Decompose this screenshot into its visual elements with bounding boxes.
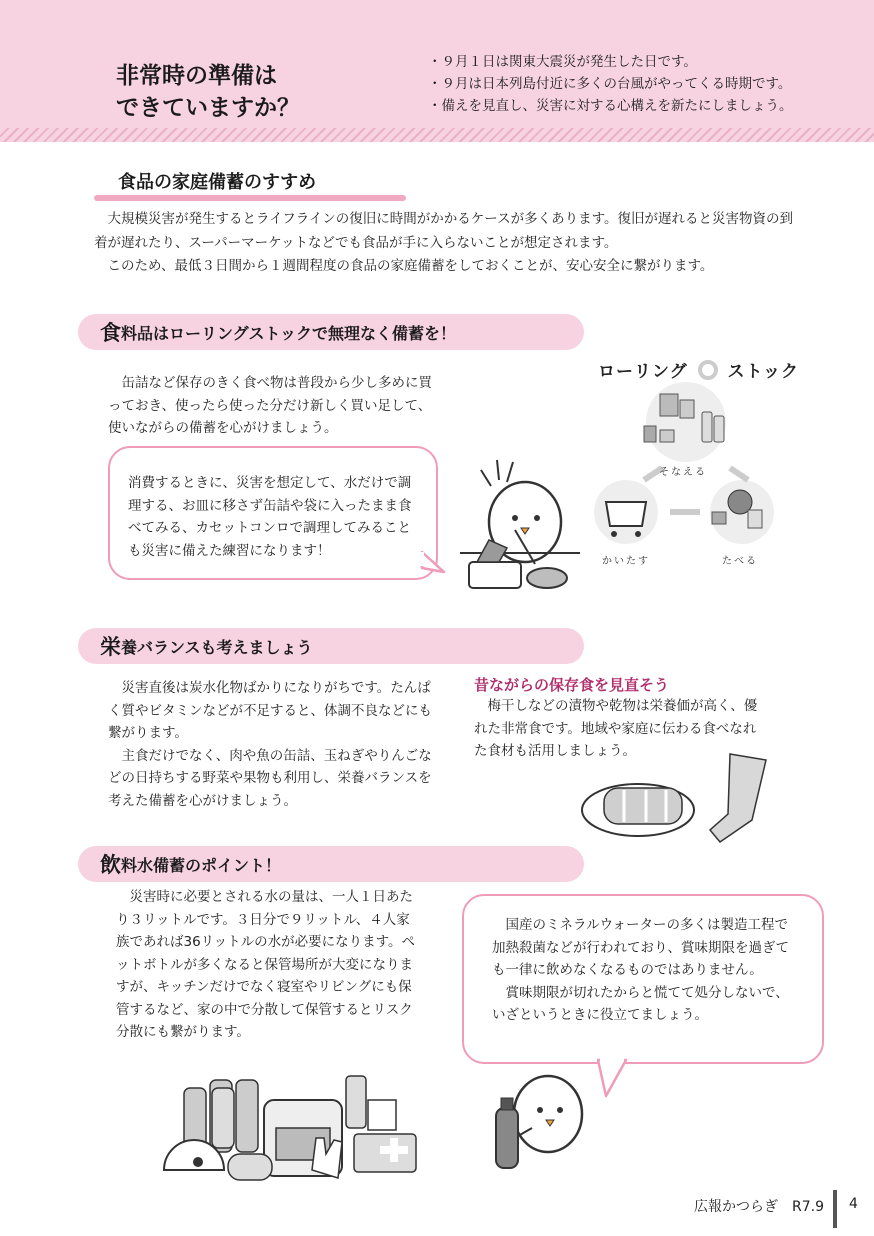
heading-water <box>78 846 584 882</box>
heading-nutrition <box>78 628 584 664</box>
water-bubble-tail <box>596 1056 630 1100</box>
preserved-food-paragraph: 梅干しなどの漬物や乾物は栄養価が高く、優れた非常食です。地域や家庭に伝わる食べなれた食材も活用しましょう。 <box>474 698 758 759</box>
water-bubble-paragraph: 賞味期限が切れたからと慌てて処分しないで、いざというときに役立てましょう。 <box>492 984 789 1023</box>
section-underline <box>94 195 406 201</box>
nutrition-paragraph: 主食だけでなく、肉や魚の缶詰、玉ねぎやりんごなどの日持ちする野菜や果物も利用し、栄養バランスを考えた備蓄を心がけましょう。 <box>108 747 432 809</box>
header-bullet: ・備えを見直し、災害に対する心構えを新たにしましょう。 <box>428 98 793 114</box>
rolling-stock-title-right: ストック <box>727 362 800 382</box>
intro-paragraph: このため、最低３日間から１週間程度の食品の家庭備蓄をしておくことが、安心安全に繋がります。 <box>107 258 714 274</box>
heading-text: 料水備蓄のポイント！ <box>121 855 282 875</box>
label-buy: かいたす <box>602 556 650 567</box>
footer-divider <box>833 1190 837 1228</box>
label-stock: そなえる <box>659 467 707 478</box>
header-stripe <box>0 128 874 142</box>
header-bullet: ・９月１日は関東大震災が発生した日です。 <box>428 54 697 70</box>
heading-initial: 栄 <box>100 635 121 659</box>
publication-name: 広報かつらぎ R7.9 <box>694 1199 824 1215</box>
heading-text: 料品はローリングストックで無理なく備蓄を！ <box>121 323 457 343</box>
chick-bottle-illustration <box>488 1066 598 1176</box>
chick-eating-illustration <box>455 450 585 600</box>
tip-speech-bubble <box>108 446 438 580</box>
water-bubble-paragraph: 国産のミネラルウォーターの多くは製造工程で加熱殺菌などが行われており、賞味期限を過ぎても一律に飲めなくなるものではありません。 <box>492 917 789 978</box>
water-speech-bubble <box>462 894 824 1064</box>
nutrition-body <box>108 677 438 812</box>
header-bullet: ・９月は日本列島付近に多くの台風がやってくる時期です。 <box>428 76 792 92</box>
page-number: 4 <box>849 1196 858 1212</box>
heading-initial: 食 <box>100 321 121 345</box>
preserved-food-illustration <box>580 750 780 850</box>
intro-paragraph: 大規模災害が発生するとライフラインの復旧に時間がかかるケースが多くあります。復旧が遅れると災害物資の到着が遅れたり、スーパーマーケットなどでも食品が手に入らないことが想定されます。 <box>94 211 794 251</box>
label-eat: たべる <box>722 556 758 567</box>
preserved-food-title: 昔ながらの保存食を見直そう <box>474 676 670 694</box>
tip-text: 消費するときに、災害を想定して、水だけで調理する、お皿に移さず缶詰や袋に入ったまま食べてみる、カセットコンロで調理してみることも災害に備えた練習になります！ <box>128 475 412 559</box>
cycle-icon <box>698 360 718 380</box>
rolling-stock-title-left: ローリング <box>598 362 688 382</box>
intro-text <box>94 208 794 279</box>
rolling-body <box>108 372 438 440</box>
rolling-stock-title <box>598 357 799 382</box>
heading-initial: 飲 <box>100 853 121 877</box>
nutrition-paragraph: 災害直後は炭水化物ばかりになりがちです。たんぱく質やビタミンなどが不足すると、体調不良などにも繋がります。 <box>108 680 432 741</box>
water-paragraph: 災害時に必要とされる水の量は、一人１日あたり３リットルです。３日分で９リットル、４人家族であれば36リットルの水が必要になります。ペットボトルが多くなると保管場所が大変になりますが、キッチンだけでなく寝室やリビングにも保管するなど、家の中で分散して保管するとリスク分散にも繋がります。 <box>116 889 416 1040</box>
heading-rolling-stock <box>78 314 584 350</box>
page-title: 非常時の準備は できていますか？ <box>116 63 300 121</box>
water-body <box>116 886 416 1044</box>
rolling-paragraph: 缶詰など保存のきく食べ物は普段から少し多めに買っておき、使ったら使った分だけ新しく買い足して、使いながらの備蓄を心がけましょう。 <box>108 375 432 436</box>
header-bullets <box>428 51 793 117</box>
emergency-supplies-illustration <box>162 1066 420 1190</box>
section-title: 食品の家庭備蓄のすすめ <box>118 172 317 193</box>
bubble-tail <box>420 548 448 576</box>
heading-text: 養バランスも考えましょう <box>121 637 313 657</box>
